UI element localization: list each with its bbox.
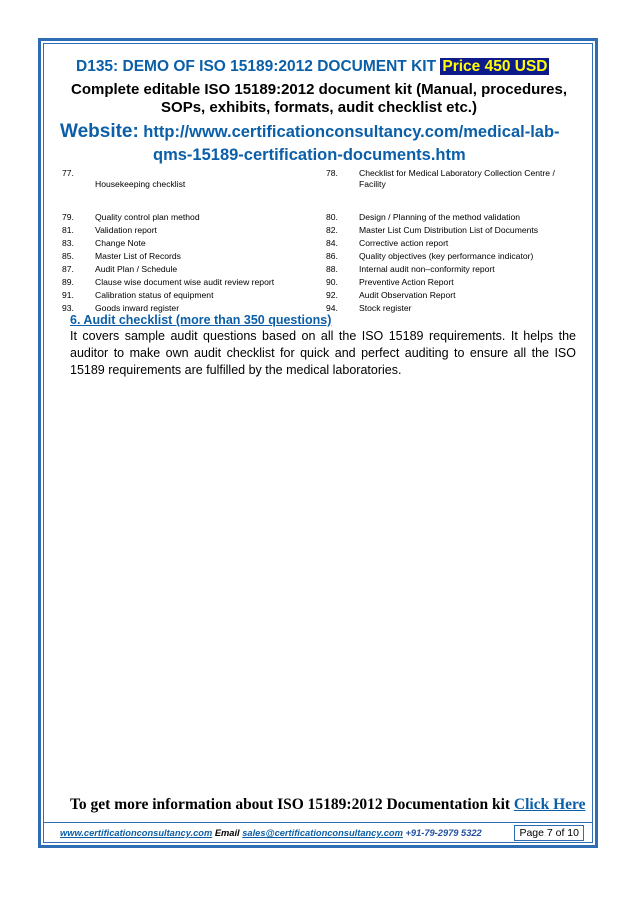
item-title: Internal audit non–conformity report xyxy=(359,264,495,274)
item-title: Preventive Action Report xyxy=(359,277,454,287)
item-title: Housekeeping checklist xyxy=(95,179,186,189)
table-row xyxy=(62,277,580,290)
item-title: Audit Plan / Schedule xyxy=(95,264,178,274)
table-row xyxy=(62,168,580,212)
page-footer xyxy=(44,822,592,842)
document-title xyxy=(76,58,549,76)
item-number: 90. xyxy=(326,277,338,287)
item-number: 87. xyxy=(62,264,74,274)
table-row xyxy=(62,290,580,303)
title-text: D135: DEMO OF ISO 15189:2012 DOCUMENT KIT xyxy=(76,58,437,75)
footer-email-link[interactable]: sales@certificationconsultancy.com xyxy=(242,828,403,838)
item-number: 93. xyxy=(62,303,74,313)
table-row xyxy=(62,212,580,225)
call-to-action xyxy=(70,796,586,814)
item-number: 92. xyxy=(326,290,338,300)
document-list-table xyxy=(62,168,580,316)
item-title: Corrective action report xyxy=(359,238,449,248)
website-label: Website: xyxy=(60,121,139,142)
page-number: Page 7 of 10 xyxy=(514,825,584,841)
footer-contact xyxy=(60,828,482,838)
item-number: 91. xyxy=(62,290,74,300)
table-row xyxy=(62,264,580,277)
item-number: 89. xyxy=(62,277,74,287)
website-url-part1[interactable]: http://www.certificationconsultancy.com/medical-lab- xyxy=(143,123,560,141)
document-subtitle: Complete editable ISO 15189:2012 document kit (Manual, procedures, SOPs, exhibits, formats, audit checklist etc.) xyxy=(71,81,567,116)
item-number: 94. xyxy=(326,303,338,313)
item-title: Checklist for Medical Laboratory Collection Centre / Facility xyxy=(359,168,555,189)
item-title: Master List Cum Distribution List of Documents xyxy=(359,225,539,235)
cta-text: To get more information about ISO 15189:2012 Documentation kit xyxy=(70,796,511,813)
table-row xyxy=(62,238,580,251)
item-title: Stock register xyxy=(359,303,412,313)
item-title: Clause wise document wise audit review report xyxy=(95,277,275,287)
price-badge: Price 450 USD xyxy=(442,58,548,75)
section-paragraph: It covers sample audit questions based on all the ISO 15189 requirements. It helps the auditor to make own audit checklist for quick and perfect auditing to ensure all the ISO 15189 requirements are fulfilled by the medical laboratories. xyxy=(70,329,576,377)
item-title: Quality objectives (key performance indicator) xyxy=(359,251,534,261)
item-title: Design / Planning of the method validation xyxy=(359,212,520,222)
item-number: 83. xyxy=(62,238,74,248)
footer-site-link[interactable]: www.certificationconsultancy.com xyxy=(60,828,213,838)
item-number: 79. xyxy=(62,212,74,222)
item-title: Change Note xyxy=(95,238,146,248)
table-row xyxy=(62,225,580,238)
item-title: Quality control plan method xyxy=(95,212,200,222)
website-url-part2[interactable]: qms-15189-certification-documents.htm xyxy=(153,146,466,164)
footer-phone: +91-79-2979 5322 xyxy=(405,828,482,838)
item-title: Audit Observation Report xyxy=(359,290,456,300)
item-number: 86. xyxy=(326,251,338,261)
item-number: 84. xyxy=(326,238,338,248)
footer-email-label: Email xyxy=(214,828,240,838)
item-number: 80. xyxy=(326,212,338,222)
item-number: 85. xyxy=(62,251,74,261)
table-row xyxy=(62,251,580,264)
click-here-link[interactable]: Click Here xyxy=(513,796,586,813)
item-title: Validation report xyxy=(95,225,157,235)
item-title: Calibration status of equipment xyxy=(95,290,214,300)
website-line xyxy=(60,120,590,167)
item-number: 77. xyxy=(62,168,74,178)
section-heading: 6. Audit checklist (more than 350 questions) xyxy=(70,313,332,327)
item-title: Master List of Records xyxy=(95,251,181,261)
item-number: 88. xyxy=(326,264,338,274)
item-number: 81. xyxy=(62,225,74,235)
item-number: 78. xyxy=(326,168,338,178)
item-number: 82. xyxy=(326,225,338,235)
item-title: Goods inward register xyxy=(95,303,180,313)
